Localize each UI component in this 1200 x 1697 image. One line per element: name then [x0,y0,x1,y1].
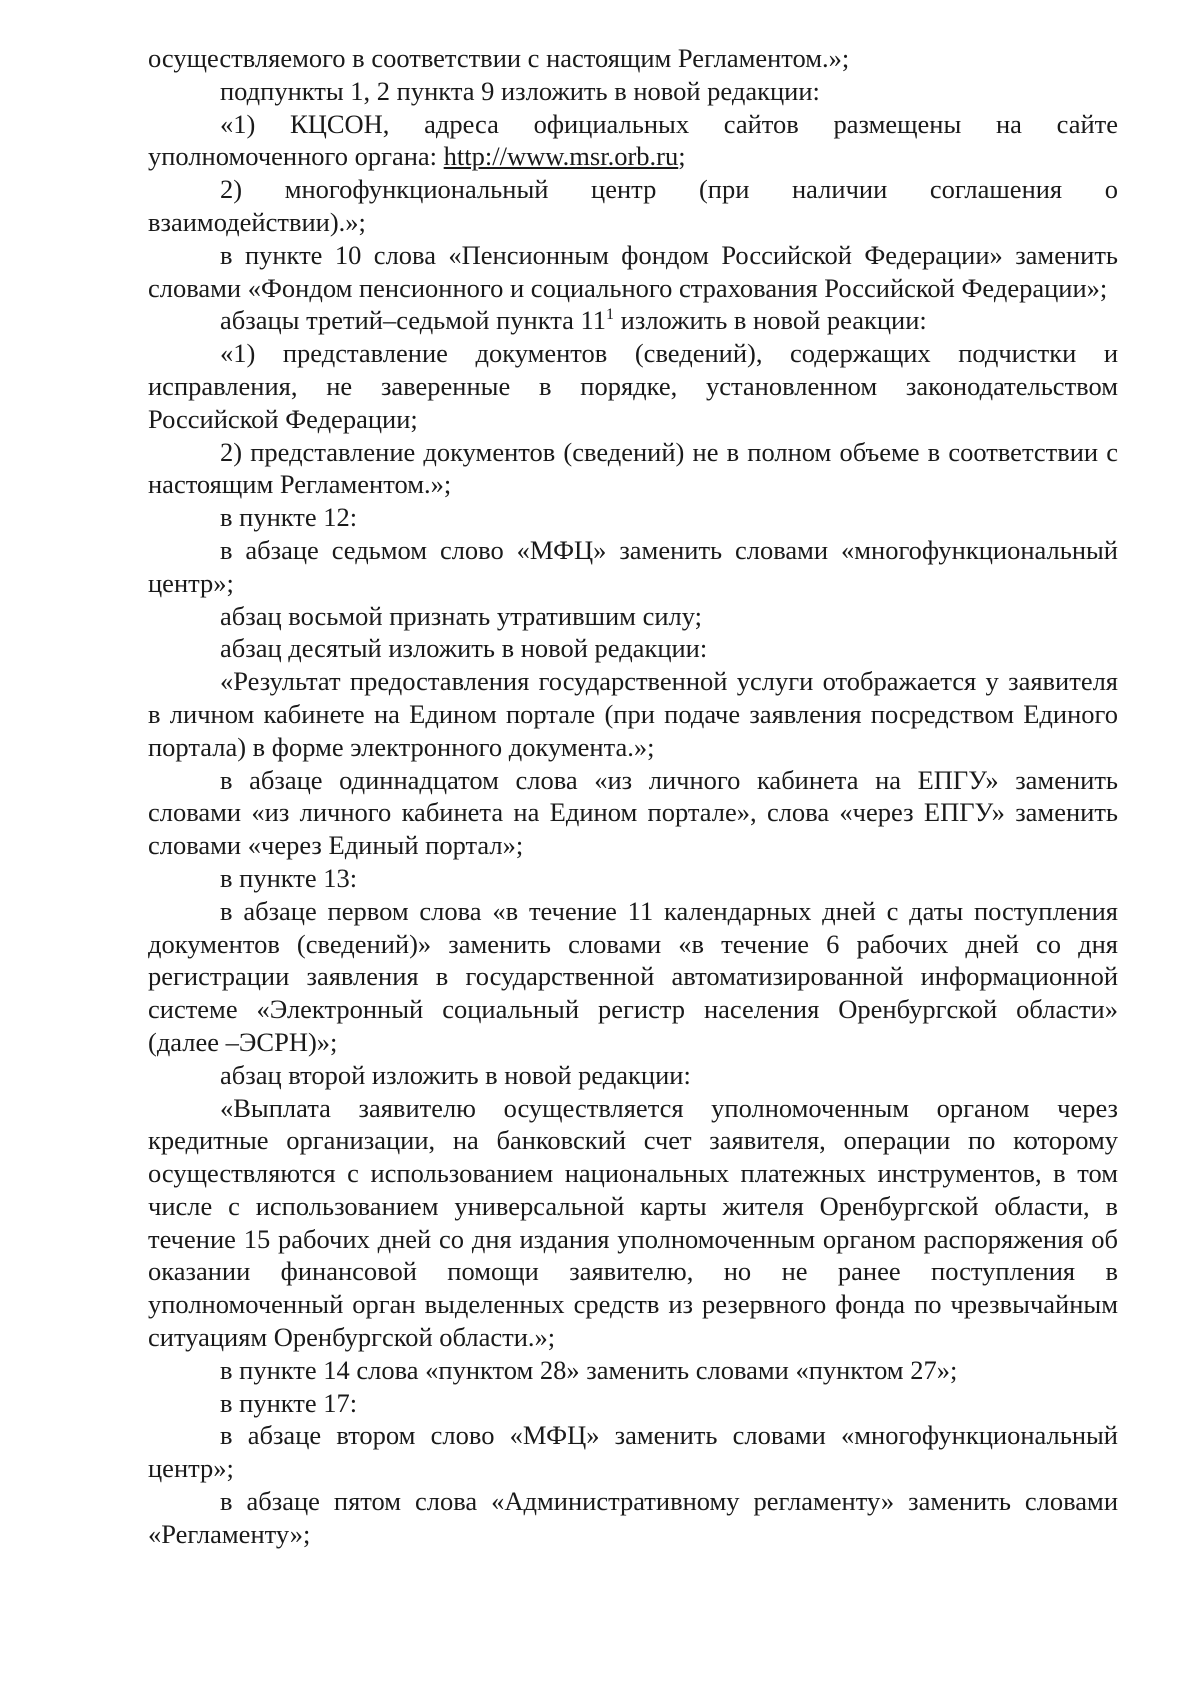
website-link[interactable]: http://www.msr.orb.ru [443,141,679,172]
paragraph: 2) представление документов (сведений) не в полном объеме в соответствии с настоящим Регламентом.»; [148,436,1118,500]
paragraph-tail: изложить в новой реакции: [614,305,927,336]
paragraph: «Результат предоставления государственной услуги отображается у заявителя в личном кабинете на Едином портале (при подаче заявления посредством Единого портала) в форме электронного документа.»; [148,666,1118,762]
document-page [148,42,1118,1551]
paragraph [148,304,1118,337]
paragraph: 2) многофункциональный центр (при наличии соглашения о взаимодействии).»; [148,174,1118,237]
paragraph-text: абзацы третий–седьмой пункта 11 [220,305,607,336]
paragraph: в абзаце пятом слова «Административному регламенту» заменить словами «Регламенту»; [148,1486,1118,1549]
paragraph: в пункте 10 слова «Пенсионным фондом Российской Федерации» заменить словами «Фондом пенсионного и социального страхования Российской Федерации»; [148,239,1118,303]
paragraph: «1) представление документов (сведений), содержащих подчистки и исправления, не заверенные в порядке, установленном законодательством Российской Федерации; [148,338,1118,434]
paragraph: в пункте 12: [220,502,358,533]
paragraph-text: «1) КЦСОН, адреса официальных сайтов размещены на сайте уполномоченного органа: [148,108,1118,172]
paragraph [148,108,1118,174]
paragraph: абзац второй изложить в новой редакции: [220,1059,691,1090]
paragraph: абзац восьмой признать утратившим силу; [220,600,702,631]
paragraph: в пункте 17: [220,1387,358,1418]
paragraph: подпункты 1, 2 пункта 9 изложить в новой редакции: [220,75,820,106]
paragraph: «Выплата заявителю осуществляется уполномоченным органом через кредитные организации, на банковский счет заявителя, операции по которому осуществляются с использованием национальных платежных инструментов, в том числе с использованием универсальной карты жителя Оренбургской области, в течение 15 рабочих дней со дня издания уполномоченным органом распоряжения об оказании финансовой помощи заявителю, но не ранее поступления в уполномоченный орган выделенных средств из резервного фонда по чрезвычайным ситуациям Оренбургской области.»; [148,1092,1118,1353]
paragraph: абзац десятый изложить в новой редакции: [220,633,708,664]
paragraph-tail: ; [678,141,686,172]
paragraph: в абзаце втором слово «МФЦ» заменить словами «многофункциональный центр»; [148,1420,1118,1484]
superscript: 1 [606,306,615,324]
paragraph: в абзаце первом слова «в течение 11 календарных дней с даты поступления документов (сведений)» заменить словами «в течение 6 рабочих дней со дня регистрации заявления в государственной автоматизированной информационной системе «Электронный социальный регистр населения Оренбургской области» (далее –ЭСРН)»; [148,895,1118,1057]
paragraph: в абзаце седьмом слово «МФЦ» заменить словами «многофункциональный центр»; [148,534,1118,598]
paragraph: в пункте 13: [220,862,358,893]
paragraph: в абзаце одиннадцатом слова «из личного кабинета на ЕПГУ» заменить словами «из личного кабинета на Едином портале», слова «через ЕПГУ» заменить словами «через Единый портал»; [148,764,1118,861]
paragraph: в пункте 14 слова «пунктом 28» заменить словами «пунктом 27»; [220,1354,958,1385]
paragraph: осуществляемого в соответствии с настоящим Регламентом.»; [148,43,850,73]
